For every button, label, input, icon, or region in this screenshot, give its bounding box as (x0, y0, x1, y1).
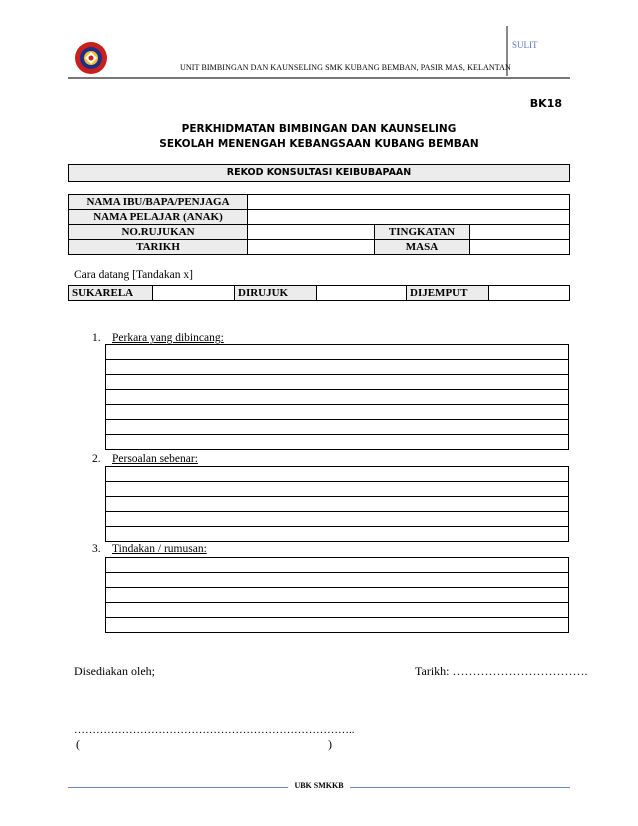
school-logo-icon (74, 41, 108, 75)
date-field[interactable] (248, 240, 375, 255)
question-text: Persoalan sebenar: (112, 453, 198, 465)
question-3-answer-area[interactable] (105, 557, 569, 633)
parent-name-label: NAMA IBU/BAPA/PENJAGA (69, 195, 248, 210)
grade-label: TINGKATAN (375, 225, 470, 240)
option-checkbox[interactable] (153, 286, 235, 301)
page-subtitle: SEKOLAH MENENGAH KEBANGSAAN KUBANG BEMBAN (159, 138, 479, 150)
question-1-label (92, 332, 224, 344)
attendance-prompt: Cara datang [Tandakan x] (74, 269, 193, 281)
classification-label: SULIT (512, 40, 538, 50)
info-table (68, 194, 570, 255)
page-title: PERKHIDMATAN BIMBINGAN DAN KAUNSELING (181, 123, 457, 135)
option-label: DIRUJUK (235, 286, 317, 301)
option-label: SUKARELA (69, 286, 153, 301)
form-code: BK18 (529, 97, 562, 110)
student-name-field[interactable] (248, 210, 570, 225)
question-1-answer-area[interactable] (105, 344, 569, 450)
reference-label: NO.RUJUKAN (69, 225, 248, 240)
section-title: REKOD KONSULTASI KEIBUBAPAAN (68, 164, 570, 182)
student-name-label: NAMA PELAJAR (ANAK) (69, 210, 248, 225)
time-field[interactable] (470, 240, 570, 255)
grade-field[interactable] (470, 225, 570, 240)
time-label: MASA (375, 240, 470, 255)
page-footer: UBK SMKKB (294, 781, 344, 790)
parent-name-field[interactable] (248, 195, 570, 210)
option-label: DIJEMPUT (407, 286, 489, 301)
unit-line: UNIT BIMBINGAN DAN KAUNSELING SMK KUBANG BEMBAN, PASIR MAS, KELANTAN (180, 63, 511, 72)
date-label: TARIKH (69, 240, 248, 255)
question-number: 2. (92, 453, 101, 465)
option-checkbox[interactable] (489, 286, 570, 301)
attendance-table (68, 285, 570, 301)
question-3-label (92, 543, 207, 555)
question-2-label (92, 453, 198, 465)
name-paren-close: ) (328, 737, 332, 751)
reference-field[interactable] (248, 225, 375, 240)
question-text: Tindakan / rumusan: (112, 543, 207, 555)
name-paren-open: ( (76, 737, 80, 751)
prepared-by-label: Disediakan oleh; (74, 664, 155, 678)
signature-line: ………………………………………………………………….. (74, 724, 355, 736)
date-line: Tarikh: ……………………………. (415, 664, 588, 678)
question-number: 3. (92, 543, 101, 555)
question-2-answer-area[interactable] (105, 466, 569, 542)
question-text: Perkara yang dibincang: (112, 332, 224, 344)
question-number: 1. (92, 332, 101, 344)
header-rule (68, 77, 570, 79)
option-checkbox[interactable] (317, 286, 407, 301)
